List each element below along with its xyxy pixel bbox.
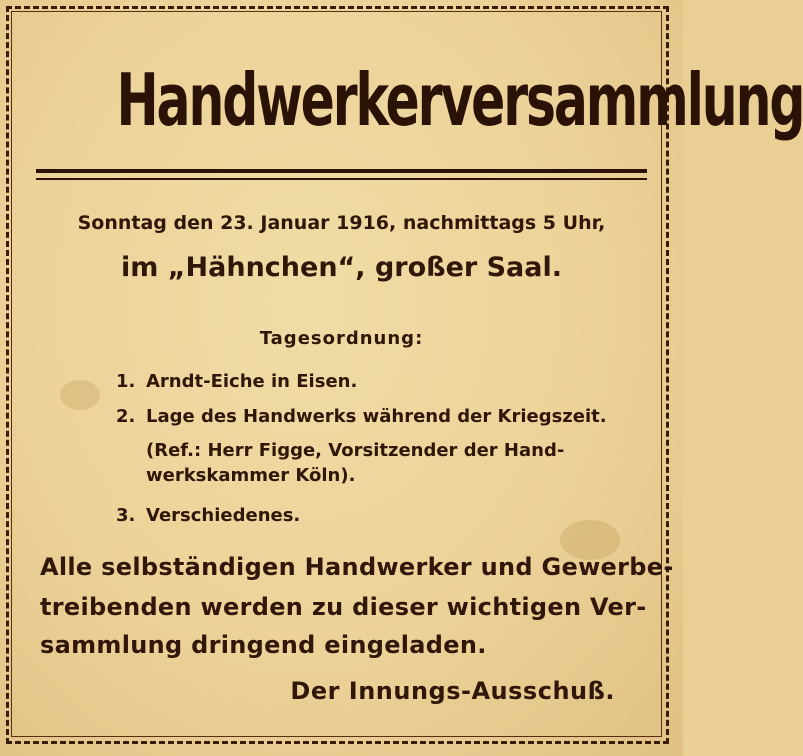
title-rule-thin [36, 178, 647, 180]
agenda-item [116, 505, 300, 526]
notice-title: Handwerkerversammlung [116, 58, 803, 142]
title-rule-thick [36, 169, 647, 173]
agenda-item [116, 406, 607, 427]
agenda-item-text: Lage des Handwerks während der Kriegszeit. [146, 406, 607, 427]
agenda-item-reference: werkskammer Köln). [146, 465, 356, 486]
venue-line: im „Hähnchen“, großer Saal. [121, 252, 562, 283]
agenda-item-reference: (Ref.: Herr Figge, Vorsitzender der Hand- [146, 440, 565, 461]
invitation-line: sammlung dringend eingeladen. [40, 631, 487, 659]
agenda-item-text: Arndt-Eiche in Eisen. [146, 371, 358, 392]
agenda-item-number: 2. [116, 406, 136, 427]
agenda-item-number: 1. [116, 371, 136, 392]
invitation-line: Alle selbständigen Handwerker und Gewerbe- [40, 553, 674, 581]
agenda-heading: Tagesordnung: [259, 328, 424, 349]
signature: Der Innungs-Ausschuß. [290, 677, 615, 705]
agenda-item-text: Verschiedenes. [146, 505, 301, 526]
date-line: Sonntag den 23. Januar 1916, nachmittags 5 Uhr, [77, 212, 606, 234]
invitation-line: treibenden werden zu dieser wichtigen Ver- [40, 593, 647, 621]
agenda-item-number: 3. [116, 505, 136, 526]
agenda-item [116, 371, 357, 392]
